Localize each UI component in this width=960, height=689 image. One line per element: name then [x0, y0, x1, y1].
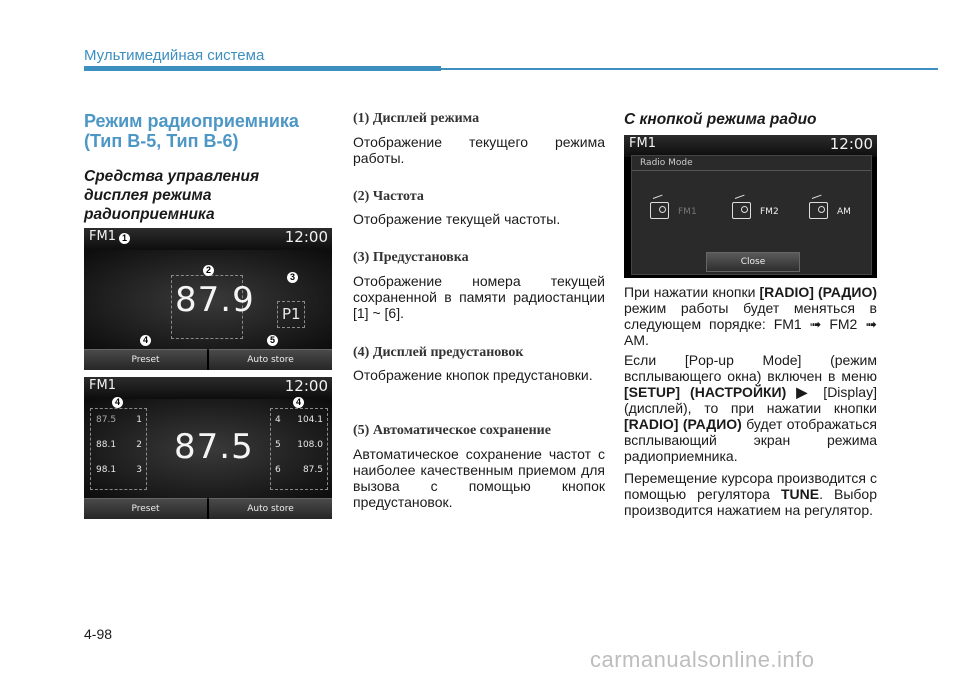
callout-badge: 4	[112, 397, 123, 408]
mode-option-fm2[interactable]: FM2	[732, 202, 792, 222]
radio-icon	[732, 202, 751, 219]
chapter-title: Мультимедийная система	[84, 47, 265, 64]
popup-title: Radio Mode	[640, 158, 693, 168]
mode-label: FM1	[89, 378, 116, 393]
preset-list-left	[90, 408, 147, 490]
section-subtitle: Средства управления дисплея режима радиоприемника	[84, 168, 260, 223]
paragraph-tune: Перемещение курсора производится с помощью регулятора TUNE. Выбор производится нажатием на регулятор.	[624, 470, 877, 518]
item-heading: (4) Дисплей предустановок	[353, 345, 524, 360]
preset-item[interactable]: 87.5 1	[96, 415, 142, 425]
callout-badge: 1	[119, 233, 130, 244]
radio-display-screen-1	[84, 228, 332, 370]
radio-mode-popup-screen	[624, 135, 877, 278]
preset-button[interactable]: Preset	[84, 349, 207, 370]
mode-label: FM1	[89, 229, 116, 244]
callout-badge: 3	[287, 272, 298, 283]
section-title: Режим радиоприемника (Тип B-5, Тип B-6)	[84, 111, 299, 151]
preset-list-right	[270, 408, 328, 490]
radio-display-screen-2	[84, 377, 332, 519]
mode-option-am[interactable]: AM	[809, 202, 864, 222]
preset-button[interactable]: Preset	[84, 498, 207, 519]
callout-badge: 4	[140, 335, 151, 346]
preset-item[interactable]: 88.1 2	[96, 440, 142, 450]
radio-icon	[650, 202, 669, 219]
radio-mode-title: С кнопкой режима радио	[624, 111, 817, 128]
paragraph-radio-button: При нажатии кнопки [RADIO] (РАДИО) режим работы будет меняться в следующем порядке: FM1 ➟ FM2 ➟ AM.	[624, 284, 878, 348]
item-text: Отображение текущей частоты.	[353, 211, 561, 227]
clock: 12:00	[284, 377, 328, 395]
callout-badge: 4	[293, 397, 304, 408]
watermark: carmanualsonline.info	[590, 647, 815, 672]
item-text: Отображение текущего режима работы.	[353, 134, 605, 166]
preset-item[interactable]: 5 108.0	[275, 440, 323, 450]
page-number: 4-98	[84, 626, 113, 642]
close-button[interactable]: Close	[706, 252, 800, 272]
popup-panel	[631, 155, 872, 275]
item-text: Отображение номера текущей сохраненной в памяти радиостанции [1] ~ [6].	[353, 273, 605, 321]
header-rule-thin	[441, 68, 938, 70]
radio-icon	[809, 202, 828, 219]
callout-badge: 2	[203, 265, 214, 276]
item-heading: (2) Частота	[353, 189, 424, 204]
preset-item[interactable]: 6 87.5	[275, 465, 323, 475]
item-heading: (5) Автоматическое сохранение	[353, 423, 551, 438]
item-heading: (3) Предустановка	[353, 250, 469, 265]
item-text: Автоматическое сохранение частот с наиболее качественным приемом для вызова с помощью кнопок предустановок.	[353, 446, 605, 510]
item-text: Отображение кнопок предустановки.	[353, 367, 593, 383]
frequency-display: 87.9	[175, 280, 255, 320]
item-heading: (1) Дисплей режима	[353, 111, 480, 126]
mode-option-fm1[interactable]: FM1	[650, 202, 710, 222]
auto-store-button[interactable]: Auto store	[209, 349, 332, 370]
clock: 12:00	[284, 228, 328, 246]
frequency-display: 87.5	[174, 427, 254, 467]
callout-badge: 5	[267, 335, 278, 346]
status-bar	[624, 135, 877, 157]
paragraph-popup-mode: Если [Pop-up Mode] (режим всплывающего окна) включен в меню [SETUP] (НАСТРОЙКИ) ▶ [Display] (дисплей), то при нажатии кнопки [RADIO] (РАДИО) будет отображаться всплывающий экран режима радиоприемника.	[624, 352, 878, 464]
auto-store-button[interactable]: Auto store	[209, 498, 332, 519]
status-bar	[84, 377, 332, 399]
preset-number: P1	[282, 305, 301, 323]
mode-label: FM1	[629, 136, 656, 151]
preset-item[interactable]: 98.1 3	[96, 465, 142, 475]
divider	[632, 170, 871, 171]
preset-item[interactable]: 4 104.1	[275, 415, 323, 425]
clock: 12:00	[829, 135, 873, 153]
header-rule-thick	[84, 66, 441, 71]
